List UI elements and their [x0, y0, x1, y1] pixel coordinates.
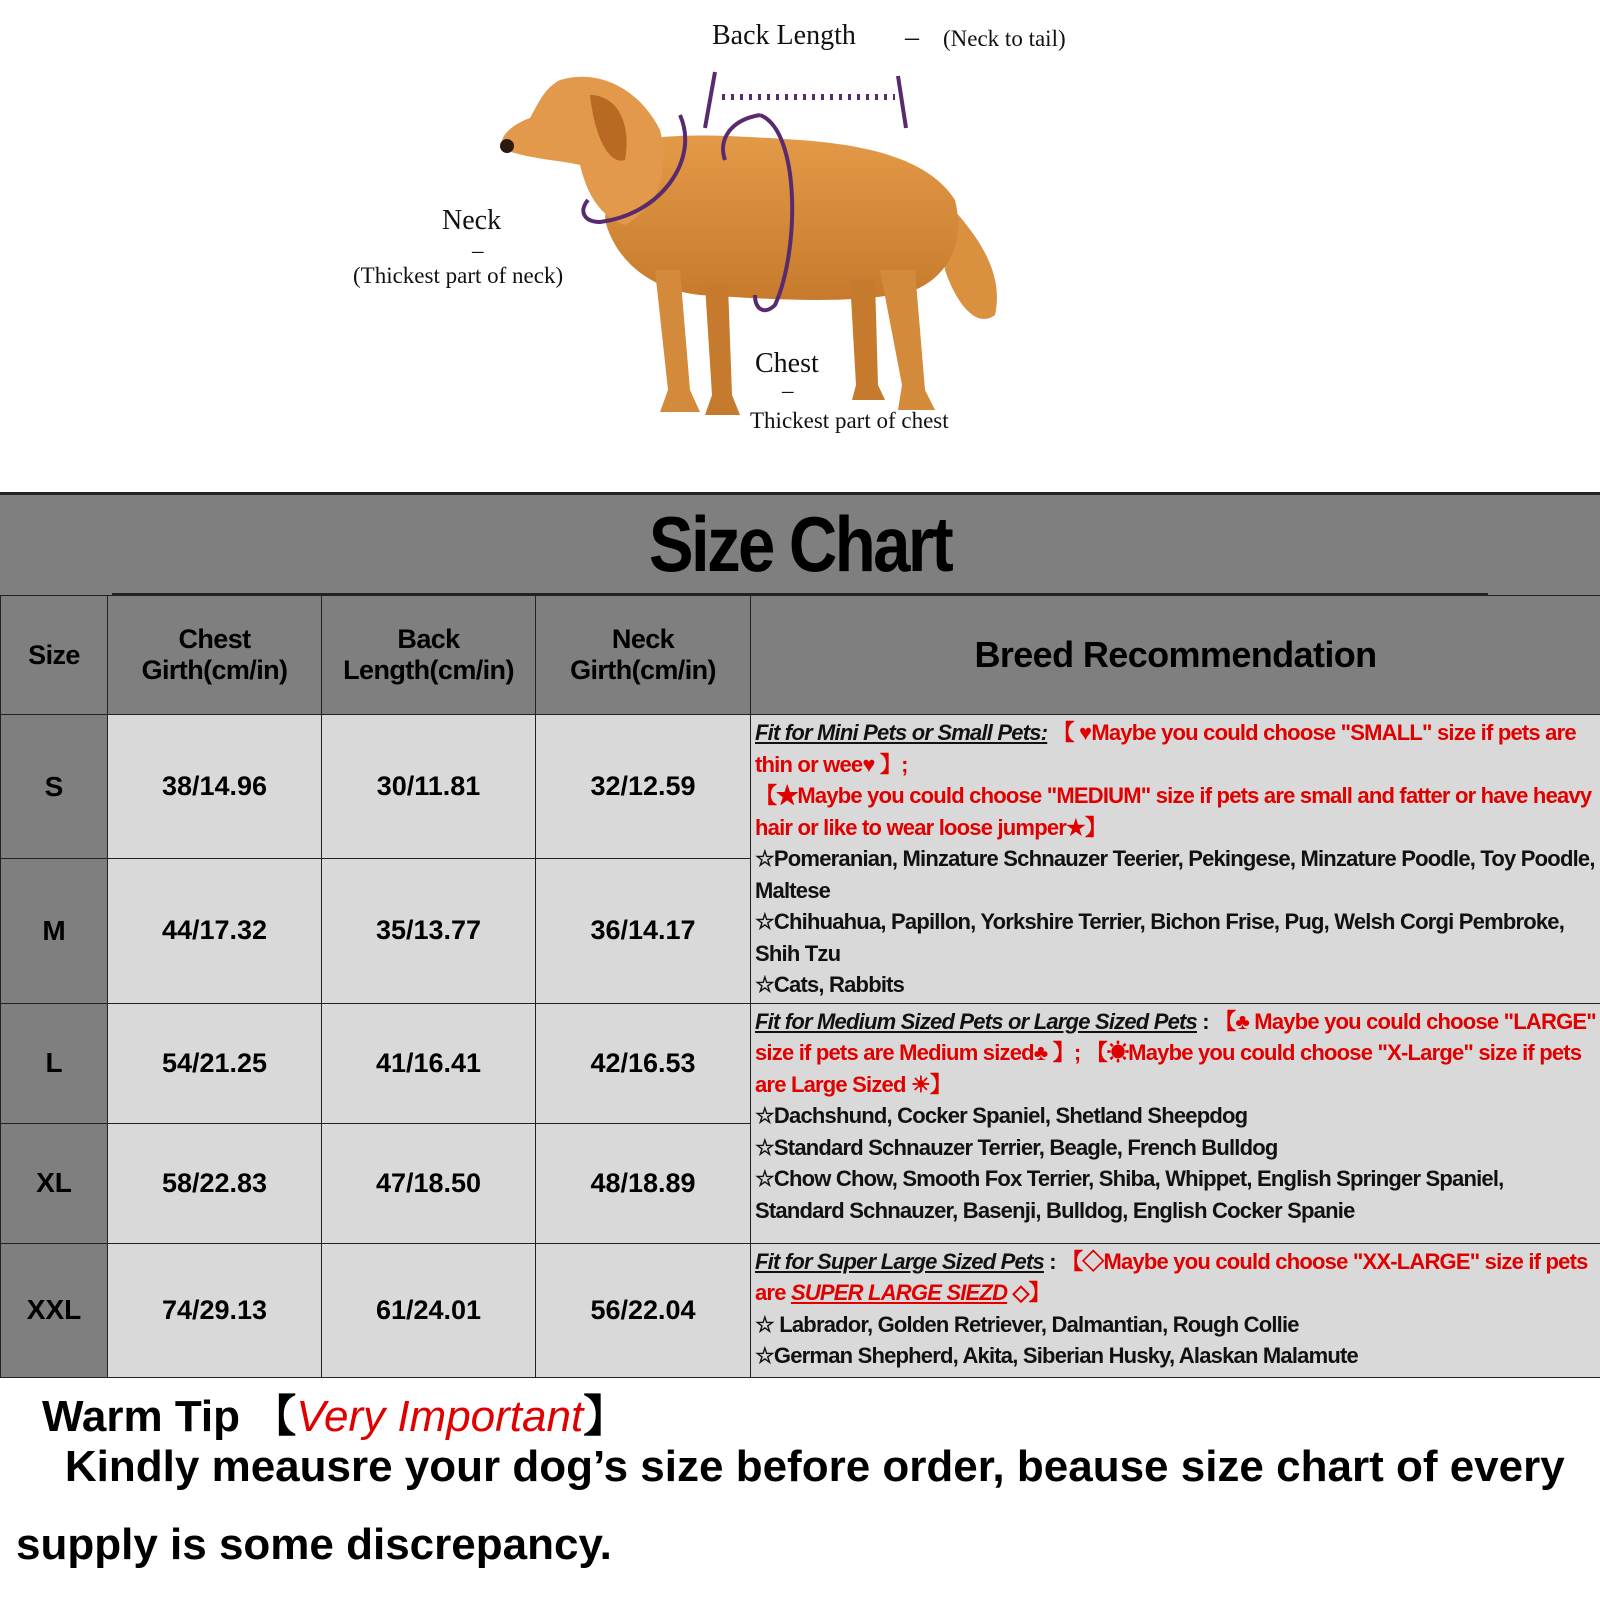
warm-tip-section — [0, 1336, 1600, 1600]
header-chest-girth: Chest Girth(cm/in) — [108, 596, 322, 715]
back-length-line-left — [705, 72, 715, 128]
breed-cell-small — [751, 715, 1600, 1004]
back-cell: 35/13.77 — [322, 859, 536, 1003]
neck-cell: 42/16.53 — [536, 1003, 751, 1123]
size-cell: XXL — [1, 1243, 108, 1377]
breed-colon: : — [1197, 1008, 1215, 1034]
chest-dash: – — [782, 378, 794, 403]
back-cell: 30/11.81 — [322, 715, 536, 859]
breed-list-item: ☆German Shepherd, Akita, Siberian Husky, Alaskan Malamute — [755, 1343, 1358, 1368]
size-cell: XL — [1, 1123, 108, 1243]
size-chart — [0, 492, 1600, 1368]
neck-label: Neck — [442, 205, 502, 236]
size-table — [0, 595, 1600, 1378]
back-length-label: Back Length — [712, 20, 856, 51]
breed-tip-large-2: ◇】 — [1007, 1280, 1050, 1305]
breed-list-item: ☆Cats, Rabbits — [755, 972, 905, 997]
size-cell: M — [1, 859, 108, 1003]
dog-leg-front2 — [705, 285, 740, 415]
chest-cell: 58/22.83 — [108, 1123, 322, 1243]
breed-tip-large-emphasis: SUPER LARGE SIEZD — [790, 1280, 1008, 1305]
header-back-length: Back Length(cm/in) — [322, 596, 536, 715]
breed-list-item: ☆Chihuahua, Papillon, Yorkshire Terrier, Bichon Frise, Pug, Welsh Corgi Pembroke, Shih Tzu — [755, 909, 1565, 966]
neck-cell: 32/12.59 — [536, 715, 751, 859]
table-row — [1, 1003, 1600, 1123]
table-row — [1, 715, 1600, 859]
breed-tip-medium: 【♣ Maybe you could choose "LARGE" size if pets are Medium sized♣ 】; 【☀Maybe you could choose "X-Large" size if pets are Large Sized ☀】 — [755, 1008, 1596, 1097]
breed-fit-large: Fit for Super Large Sized Pets — [755, 1248, 1044, 1274]
warm-tip-text: Kindly meausre your dog’s size before order, beause size chart of every supply is some discrepancy. — [16, 1442, 1565, 1569]
breed-colon: : — [1043, 1248, 1062, 1274]
neck-cell: 48/18.89 — [536, 1123, 751, 1243]
table-header-row — [1, 596, 1600, 715]
breed-fit-medium: Fit for Medium Sized Pets or Large Sized Pets — [755, 1008, 1197, 1034]
breed-cell-medium — [751, 1003, 1600, 1243]
header-neck-girth: Neck Girth(cm/in) — [536, 596, 751, 715]
chart-title: Size Chart — [112, 495, 1488, 596]
breed-list-item: ☆Chow Chow, Smooth Fox Terrier, Shiba, Whippet, English Springer Spaniel, Standard Schnauzer, Basenji, Bulldog, English Cocker Spanie — [755, 1166, 1504, 1223]
chest-cell: 54/21.25 — [108, 1003, 322, 1123]
breed-list-item: ☆Dachshund, Cocker Spaniel, Shetland Sheepdog — [755, 1103, 1248, 1128]
breed-tip-large-1: 【◇Maybe you could choose "XX-LARGE" size if pets are — [755, 1248, 1588, 1305]
back-length-note: (Neck to tail) — [943, 26, 1066, 51]
breed-tip-small-2: 【★Maybe you could choose "MEDIUM" size if pets are small and fatter or have heavy hair or like to wear loose jumper★】 — [755, 783, 1592, 840]
chest-cell: 38/14.96 — [108, 715, 322, 859]
neck-cell: 56/22.04 — [536, 1243, 751, 1377]
dog-head — [502, 77, 664, 225]
size-cell: S — [1, 715, 108, 859]
warm-tip-bracket-close: 】 — [583, 1392, 628, 1441]
neck-cell: 36/14.17 — [536, 859, 751, 1003]
dog-leg-back — [880, 270, 935, 410]
back-cell: 61/24.01 — [322, 1243, 536, 1377]
chest-note: Thickest part of chest — [750, 408, 949, 433]
warm-tip-important: Very Important — [296, 1392, 584, 1441]
size-cell: L — [1, 1003, 108, 1123]
back-length-dash: – — [905, 22, 919, 53]
breed-list-item: ☆ Labrador, Golden Retriever, Dalmantian, Rough Collie — [755, 1311, 1299, 1337]
chest-cell: 74/29.13 — [108, 1243, 322, 1377]
neck-note: (Thickest part of neck) — [353, 263, 564, 288]
neck-dash: – — [472, 238, 484, 263]
dog-nose — [500, 139, 514, 153]
breed-tip-small-1: 【 ♥Maybe you could choose "SMALL" size if pets are thin or wee♥ 】; — [755, 720, 1576, 777]
back-length-line-right — [898, 76, 906, 128]
back-cell: 47/18.50 — [322, 1123, 536, 1243]
measurement-diagram — [0, 0, 1600, 480]
warm-tip-bracket-open: 【 — [240, 1392, 297, 1441]
header-breed-recommendation: Breed Recommendation — [751, 596, 1600, 715]
breed-list-item: ☆Pomeranian, Minzature Schnauzer Teerier, Pekingese, Minzature Poodle, Toy Poodle, Maltese — [755, 846, 1595, 903]
chest-label: Chest — [755, 348, 819, 379]
dog-leg-back2 — [850, 280, 885, 400]
warm-tip-title: Warm Tip — [42, 1392, 241, 1441]
back-cell: 41/16.41 — [322, 1003, 536, 1123]
breed-fit-small: Fit for Mini Pets or Small Pets: — [755, 720, 1048, 745]
warm-tip-body — [16, 1428, 1586, 1584]
breed-list-item: ☆Standard Schnauzer Terrier, Beagle, French Bulldog — [755, 1134, 1278, 1160]
chest-cell: 44/17.32 — [108, 859, 322, 1003]
header-size: Size — [1, 596, 108, 715]
